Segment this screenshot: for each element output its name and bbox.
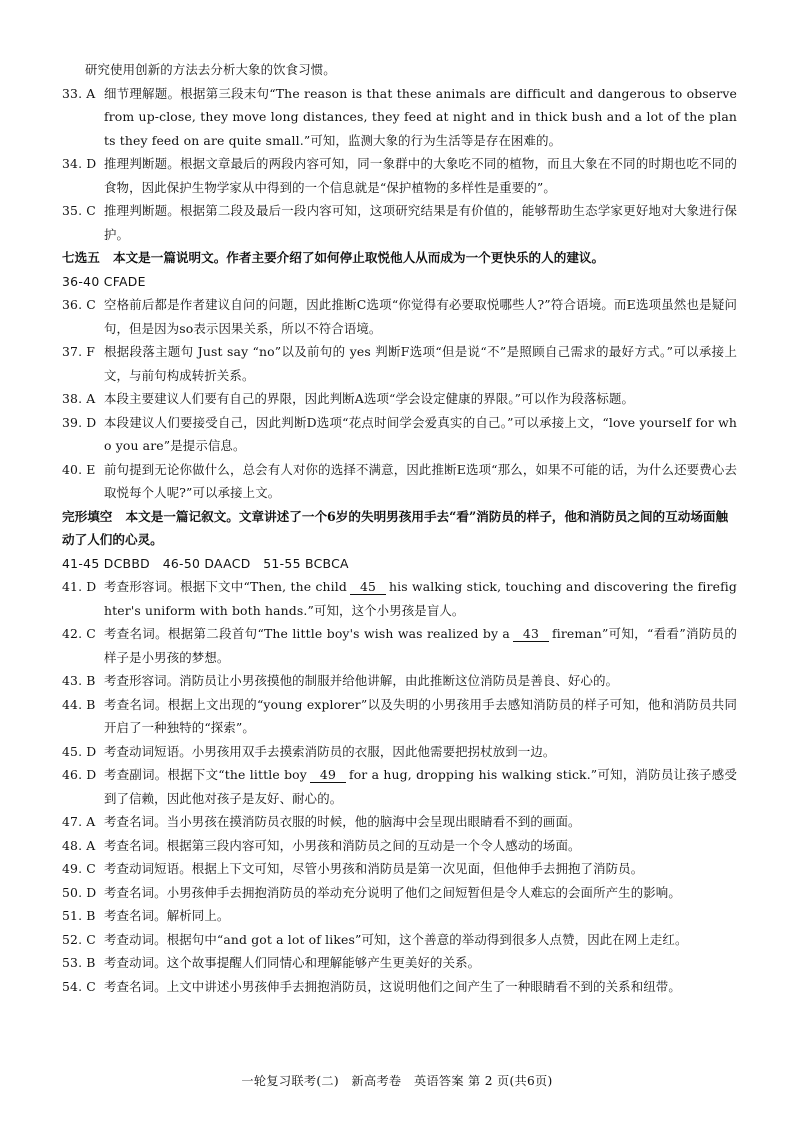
answer-key-text: 41-45 DCBBD 46-50 DAACD 51-55 BCBCA <box>62 555 349 571</box>
question-number: 45. D <box>62 743 97 759</box>
question-number: 53. B <box>62 955 96 970</box>
question-number: 34. D <box>62 156 97 171</box>
blank-reference: 49 <box>310 768 346 783</box>
section-description: 本文是一篇说明文。作者主要介绍了如何停止取悦他人从而成为一个更快乐的人的建议。 <box>112 250 605 265</box>
explanation-pre: 考查副词。根据下文“the little boy <box>104 767 307 782</box>
question-explanation: 考查动词短语。小男孩用双手去摸索消防员的衣服，因此他需要把拐杖放到一边。 <box>104 743 556 759</box>
question-explanation: 细节理解题。根据第三段末句“The reason is that these animals are difficult and dangerous to observe from up-close, they move long distances, they feed at night and in thick bush and a lot of the plants they feed on are quite small.”可知，监测大象的行为生活等是存在困难的。 <box>104 85 737 148</box>
question-46 <box>62 763 737 810</box>
question-number: 49. C <box>62 861 96 876</box>
question-explanation: 考查动词。这个故事提醒人们同情心和理解能够产生更美好的关系。 <box>104 955 481 970</box>
question-54 <box>62 975 737 999</box>
section-heading-seven-choose-five <box>62 246 737 270</box>
explanation-pre: 考查形容词。根据下文中“Then, the child <box>104 579 347 594</box>
question-35 <box>62 199 737 246</box>
answer-page <box>62 58 737 998</box>
question-53 <box>62 951 737 975</box>
footer-text: 一轮复习联考(二) 新高考卷 英语答案 第 2 页(共6页) <box>241 1074 553 1088</box>
section-heading-cloze <box>62 505 737 552</box>
question-number: 36. C <box>62 297 96 312</box>
question-50 <box>62 881 737 905</box>
question-44 <box>62 693 737 740</box>
question-33 <box>62 82 737 153</box>
question-number: 39. D <box>62 414 97 430</box>
explanation-post: for a hug, dropping his walking stick.”可知，消防员让孩子感受到了信赖，因此他对孩子是友好、耐心的。 <box>104 767 737 806</box>
question-explanation <box>104 763 737 810</box>
question-47 <box>62 810 737 834</box>
question-explanation: 考查名词。当小男孩在摸消防员衣服的时候，他的脑海中会呈现出眼睛看不到的画面。 <box>104 814 581 829</box>
question-48 <box>62 834 737 858</box>
question-explanation <box>104 622 737 669</box>
question-explanation: 考查名词。根据第三段内容可知，小男孩和消防员之间的互动是一个令人感动的场面。 <box>104 837 581 853</box>
question-number: 33. A <box>62 85 96 101</box>
question-42 <box>62 622 737 669</box>
question-51 <box>62 904 737 928</box>
question-45 <box>62 740 737 764</box>
blank-reference: 43 <box>513 627 549 642</box>
continued-line: 研究使用创新的方法去分析大象的饮食习惯。 <box>85 62 336 77</box>
question-49 <box>62 857 737 881</box>
question-explanation: 本段主要建议人们要有自己的界限，因此判断A选项“学会设定健康的界限。”可以作为段落标题。 <box>104 391 635 406</box>
section-title: 完形填空 <box>62 508 113 524</box>
question-36 <box>62 293 737 340</box>
section-description: 本文是一篇记叙文。文章讲述了一个6岁的失明男孩用手去“看”消防员的样子，他和消防员之间的互动场面触动了人们的心灵。 <box>62 508 729 547</box>
question-38 <box>62 387 737 411</box>
question-number: 35. C <box>62 203 96 218</box>
explanation-pre: 考查名词。根据第二段首句“The little boy's wish was realized by a <box>104 626 510 641</box>
question-explanation: 考查动词短语。根据上下文可知，尽管小男孩和消防员是第一次见面，但他伸手去拥抱了消防员。 <box>104 861 644 876</box>
question-39 <box>62 411 737 458</box>
section-title: 七选五 <box>62 250 100 265</box>
question-explanation: 推理判断题。根据文章最后的两段内容可知，同一象群中的大象吃不同的植物，而且大象在不同的时期也吃不同的食物，因此保护生物学家从中得到的一个信息就是“保护植物的多样性是重要的”。 <box>104 156 737 195</box>
question-explanation: 考查形容词。消防员让小男孩摸他的制服并给他讲解，由此推断这位消防员是善良、好心的。 <box>104 673 619 688</box>
answer-key-36-40: 36-40 CFADE <box>62 273 146 289</box>
question-number: 52. C <box>62 931 96 947</box>
answer-key-41-55 <box>62 552 737 576</box>
question-explanation: 考查名词。解析同上。 <box>104 908 230 923</box>
blank-reference: 45 <box>350 580 386 595</box>
question-explanation: 考查名词。根据上文出现的“young explorer”以及失明的小男孩用手去感知消防员的样子可知，他和消防员共同开启了一种独特的“探索”。 <box>104 696 737 735</box>
question-explanation: 根据段落主题句 Just say “no”以及前句的 yes 判断F选项“但是说“不”是照顾自己需求的最好方式。”可以承接上文，与前句构成转折关系。 <box>104 344 737 383</box>
question-number: 42. C <box>62 626 96 641</box>
question-number: 46. D <box>62 767 97 782</box>
explanation-post: fireman”可知，“看看”消防员的样子是小男孩的梦想。 <box>104 626 737 665</box>
page-footer <box>0 1072 794 1089</box>
question-number: 51. B <box>62 908 96 923</box>
question-number: 48. A <box>62 837 96 853</box>
question-explanation: 考查名词。上文中讲述小男孩伸手去拥抱消防员，这说明他们之间产生了一种眼睛看不到的关系和纽带。 <box>104 978 681 994</box>
question-explanation: 本段建议人们要接受自己，因此判断D选项“花点时间学会爱真实的自己。”可以承接上文，“love yourself for who you are”是提示信息。 <box>104 414 737 453</box>
question-explanation: 前句提到无论你做什么，总会有人对你的选择不满意，因此推断E选项“那么，如果不可能的话，为什么还要费心去取悦每个人呢?”可以承接上文。 <box>104 461 737 500</box>
question-explanation <box>104 575 737 622</box>
question-number: 41. D <box>62 579 97 594</box>
question-37 <box>62 340 737 387</box>
question-number: 50. D <box>62 884 97 900</box>
question-number: 47. A <box>62 814 96 829</box>
question-40 <box>62 458 737 505</box>
question-number: 37. F <box>62 344 95 359</box>
question-34 <box>62 152 737 199</box>
question-explanation: 推理判断题。根据第二段及最后一段内容可知，这项研究结果是有价值的，能够帮助生态学家更好地对大象进行保护。 <box>104 203 737 242</box>
question-explanation: 空格前后都是作者建议自问的问题，因此推断C选项“你觉得有必要取悦哪些人?”符合语境。而E选项虽然也是疑问句，但是因为so表示因果关系，所以不符合语境。 <box>104 297 737 336</box>
question-explanation: 考查动词。根据句中“and got a lot of likes”可知，这个善意的举动得到很多人点赞，因此在网上走红。 <box>104 931 688 947</box>
question-41 <box>62 575 737 622</box>
question-43 <box>62 669 737 693</box>
question-number: 44. B <box>62 696 96 712</box>
question-number: 38. A <box>62 391 96 406</box>
question-number: 43. B <box>62 673 96 688</box>
question-number: 40. E <box>62 461 96 477</box>
question-number: 54. C <box>62 978 96 994</box>
explanation-post: his walking stick, touching and discovering the firefighter's uniform with both hands.”可知，这个小男孩是盲人。 <box>104 579 737 618</box>
question-explanation: 考查名词。小男孩伸手去拥抱消防员的举动充分说明了他们之间短暂但是令人难忘的会面所产生的影响。 <box>104 884 681 900</box>
question-52 <box>62 928 737 952</box>
